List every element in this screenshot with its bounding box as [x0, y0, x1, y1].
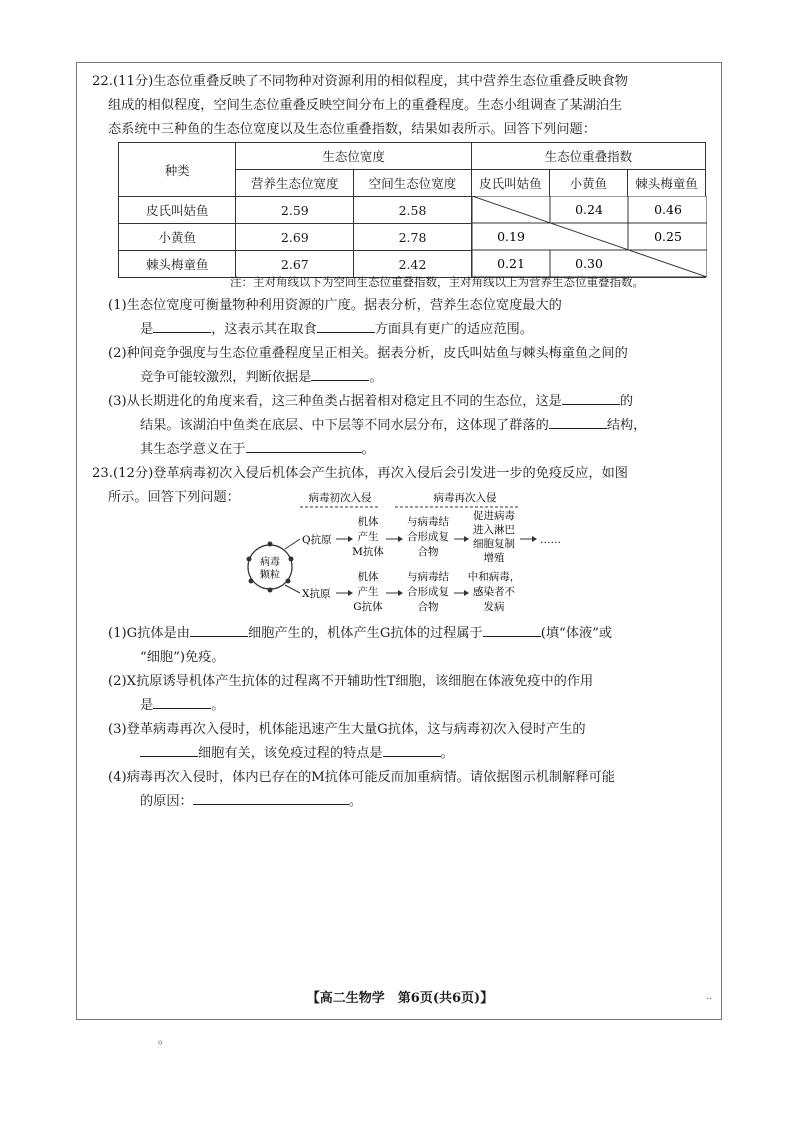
- answer-blank[interactable]: [193, 791, 349, 805]
- q22-s1-line2: 是 ，这表示其在取食 方面具有更广的适应范围。: [140, 318, 533, 341]
- svg-text:合物: 合物: [417, 601, 439, 613]
- cell: 2.67: [236, 251, 354, 278]
- svg-text:M抗体: M抗体: [352, 546, 384, 558]
- table-col-fish2: 小黄鱼: [549, 170, 627, 197]
- svg-text:中和病毒，: 中和病毒，: [467, 571, 521, 583]
- svg-text:合物: 合物: [417, 546, 439, 558]
- q22-s3-line1: (3)从长期进化的角度来看，这三种鱼类占据着相对稳定且不同的生态位，这是 的: [108, 390, 633, 413]
- svg-text:机体: 机体: [357, 571, 379, 583]
- svg-text:增殖: 增殖: [483, 552, 505, 564]
- virus-particle-icon: [247, 542, 294, 593]
- q23-s2-line1: (2)X抗原诱导机体产生抗体的过程离不开辅助性T细胞，该细胞在体液免疫中的作用: [108, 674, 594, 689]
- svg-text:发病: 发病: [483, 601, 505, 613]
- svg-text:G抗体: G抗体: [353, 601, 383, 613]
- q22-intro-line3: 态系统中三种鱼的生态位宽度以及生态位重叠指数，结果如表所示。回答下列问题：: [108, 122, 596, 137]
- q23-s2-line2: 是 。: [140, 694, 224, 717]
- bottom-mark: 。: [158, 1032, 171, 1046]
- q23-s4-line1: (4)病毒再次入侵时，体内已存在的M抗体可能反而加重病情。请依据图示机制解释可能: [108, 770, 615, 785]
- table-col-fish1: 皮氏叫姑鱼: [471, 170, 549, 197]
- svg-text:产生: 产生: [357, 531, 379, 543]
- svg-text:促进病毒: 促进病毒: [473, 510, 515, 522]
- svg-text:细胞复制: 细胞复制: [473, 538, 515, 550]
- table-col-space-width: 空间生态位宽度: [354, 170, 472, 197]
- svg-text:合形成复: 合形成复: [407, 586, 449, 598]
- svg-text:……: ……: [540, 534, 561, 546]
- q22-s2-line2: 竞争可能较激烈，判断依据是 。: [140, 366, 383, 389]
- page-footer: 【高二生物学 第6页(共6页)】: [306, 991, 494, 1006]
- answer-blank[interactable]: [190, 623, 248, 637]
- immune-diagram: [240, 487, 570, 617]
- table-header-species: 种类: [119, 143, 236, 197]
- answer-blank[interactable]: [153, 319, 211, 333]
- cell: 2.78: [354, 224, 472, 251]
- label-q-antigen: Q抗原: [302, 534, 332, 546]
- q23-s3-line2: 细胞有关，该免疫过程的特点是 。: [140, 742, 454, 765]
- table-col-nutri-width: 营养生态位宽度: [236, 170, 354, 197]
- svg-text:病毒: 病毒: [260, 557, 280, 568]
- answer-blank[interactable]: [246, 439, 362, 453]
- cell: 2.58: [354, 197, 472, 224]
- overlap-matrix: [472, 196, 707, 277]
- q22-intro-line1: 22.(11分)生态位重叠反映了不同物种对资源利用的相似程度，其中营养生态位重叠反映食物: [92, 74, 628, 89]
- cell: 0.21: [497, 256, 525, 271]
- cell: 0.19: [497, 229, 525, 244]
- svg-text:合形成复: 合形成复: [407, 531, 449, 543]
- svg-text:机体: 机体: [357, 516, 379, 528]
- cell: 0.46: [654, 202, 682, 217]
- answer-blank[interactable]: [140, 743, 198, 757]
- answer-blank[interactable]: [383, 743, 441, 757]
- q23-intro-line2: 所示。回答下列问题：: [108, 490, 240, 505]
- q22-s3-line2: 结果。该湖泊中鱼类在底层、中下层等不同水层分布，这体现了群落的 结构，: [140, 414, 646, 437]
- svg-text:产生: 产生: [357, 586, 379, 598]
- cell: 0.24: [575, 202, 603, 217]
- cell: 2.69: [236, 224, 354, 251]
- cell: 0.25: [654, 229, 682, 244]
- q23-s4-line2: 的原因： 。: [140, 790, 362, 813]
- cell: 0.30: [575, 256, 603, 271]
- answer-blank[interactable]: [549, 415, 607, 429]
- row-name: 棘头梅童鱼: [119, 251, 236, 278]
- svg-text:与病毒结: 与病毒结: [407, 516, 449, 528]
- label-first-invasion: 病毒初次入侵: [308, 492, 372, 504]
- cell: 2.59: [236, 197, 354, 224]
- table-col-fish3: 棘头梅童鱼: [627, 170, 705, 197]
- q22-intro-line2: 组成的相似程度，空间生态位重叠反映空间分布上的重叠程度。生态小组调查了某湖泊生: [108, 98, 623, 113]
- answer-blank[interactable]: [483, 623, 541, 637]
- q23-s3-line1: (3)登革病毒再次入侵时，机体能迅速产生大量G抗体，这与病毒初次入侵时产生的: [108, 722, 586, 737]
- answer-blank[interactable]: [153, 695, 211, 709]
- svg-text:颗粒: 颗粒: [260, 570, 280, 581]
- q22-s3-line3: 其生态学意义在于 。: [140, 438, 375, 461]
- q23-intro-line1: 23.(12分)登革病毒初次入侵后机体会产生抗体，再次入侵后会引发进一步的免疫反应，如图: [92, 466, 628, 481]
- q22-s2-line1: (2)种间竞争强度与生态位重叠程度呈正相关。据表分析，皮氏叫姑鱼与棘头梅童鱼之间的: [108, 346, 628, 361]
- cell: 2.42: [354, 251, 472, 278]
- answer-blank[interactable]: [562, 391, 620, 405]
- label-second-invasion: 病毒再次入侵: [433, 492, 497, 504]
- row-name: 小黄鱼: [119, 224, 236, 251]
- q22-s1-line1: (1)生态位宽度可衡量物种利用资源的广度。据表分析，营养生态位宽度最大的: [108, 298, 562, 313]
- q23-s1-line1: (1)G抗体是由 细胞产生的，机体产生G抗体的过程属于 (填“体液”或: [108, 622, 612, 645]
- corner-mark: ··: [706, 994, 713, 1005]
- table-header-width: 生态位宽度: [236, 143, 471, 170]
- label-x-antigen: X抗原: [302, 588, 331, 600]
- answer-blank[interactable]: [311, 367, 369, 381]
- svg-text:与病毒结: 与病毒结: [407, 571, 449, 583]
- table-note: 注：主对角线以下为空间生态位重叠指数，主对角线以上为营养生态位重叠指数。: [230, 275, 644, 289]
- svg-text:进入淋巴: 进入淋巴: [473, 524, 515, 536]
- q23-s1-line2: “细胞”)免疫。: [140, 650, 225, 665]
- row-name: 皮氏叫姑鱼: [119, 197, 236, 224]
- table-header-overlap: 生态位重叠指数: [471, 143, 705, 170]
- answer-blank[interactable]: [317, 319, 375, 333]
- svg-text:感染者不: 感染者不: [473, 586, 515, 598]
